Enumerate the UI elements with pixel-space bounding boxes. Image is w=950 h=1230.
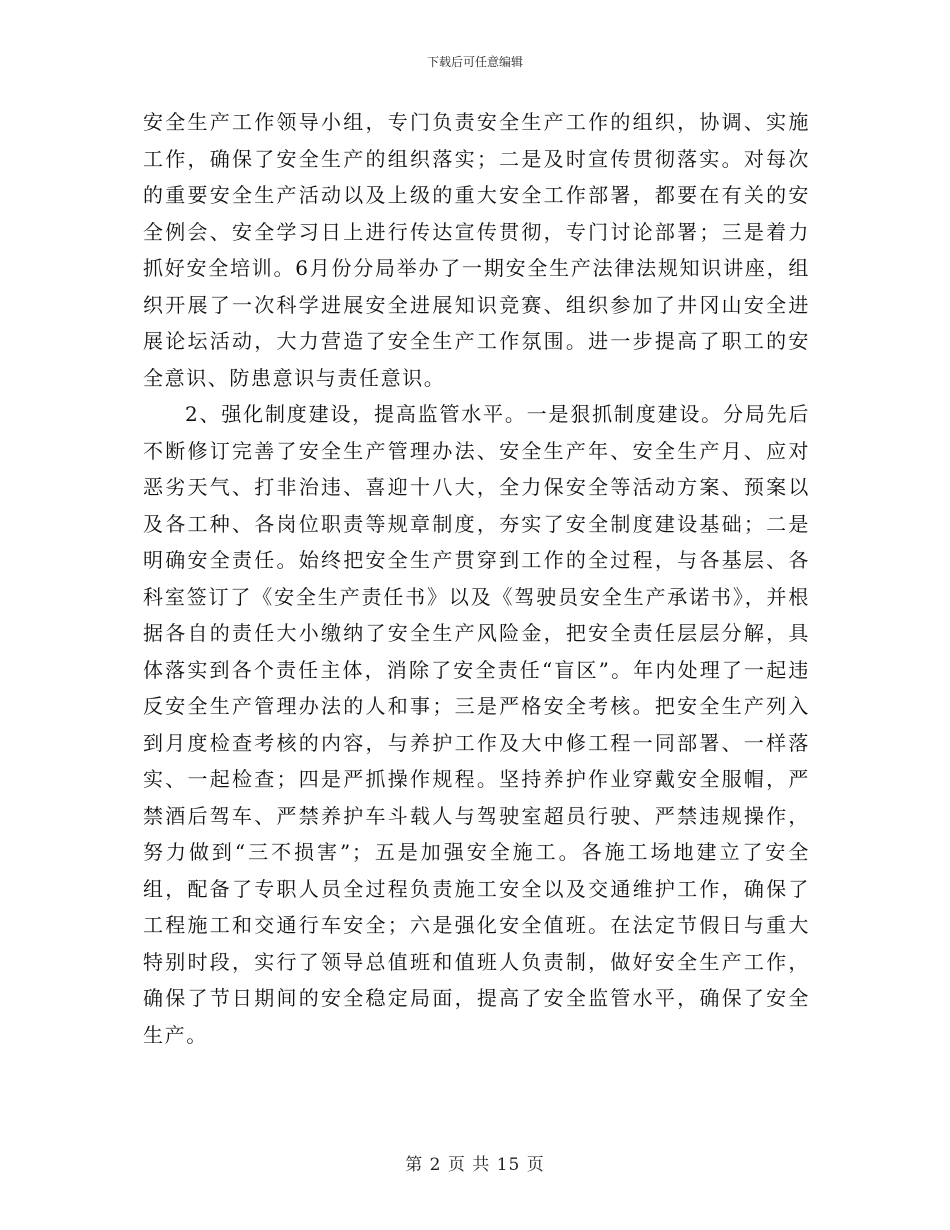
footer-prefix: 第: [405, 1155, 424, 1175]
paragraph-1: 安全生产工作领导小组，专门负责安全生产工作的组织，协调、实施工作，确保了安全生产的组织落实；二是及时宣传贯彻落实。对每次的重要安全生产活动以及上级的重大安全工作部署，都要在有关的安全例会、安全学习日上进行传达宣传贯彻，专门讨论部署；三是着力抓好安全培训。6月份分局举办了一期安全生产法律法规知识讲座，组织开展了一次科学进展安全进展知识竞赛、组织参加了井冈山安全进展论坛活动，大力营造了安全生产工作氛围。进一步提高了职工的安全意识、防患意识与责任意识。: [143, 110, 810, 390]
footer-middle: 页 共: [447, 1155, 491, 1175]
page-header: 下载后可任意编辑: [426, 55, 523, 69]
page-footer: [0, 1155, 950, 1175]
footer-suffix: 页: [526, 1155, 545, 1175]
footer-page-number: 2: [429, 1155, 442, 1175]
footer-total-pages: 15: [496, 1155, 521, 1175]
paragraph-2: 2、强化制度建设，提高监管水平。一是狠抓制度建设。分局先后不断修订完善了安全生产管理办法、安全生产年、安全生产月、应对恶劣天气、打非治违、喜迎十八大，全力保安全等活动方案、预案以及各工种、各岗位职责等规章制度，夯实了安全制度建设基础；二是明确安全责任。始终把安全生产贯穿到工作的全过程，与各基层、各科室签订了《安全生产责任书》以及《驾驶员安全生产承诺书》，并根据各自的责任大小缴纳了安全生产风险金，把安全责任层层分解，具体落实到各个责任主体，消除了安全责任“盲区”。年内处理了一起违反安全生产管理办法的人和事；三是严格安全考核。把安全生产列入到月度检查考核的内容，与养护工作及大中修工程一同部署、一样落实、一起检查；四是严抓操作规程。坚持养护作业穿戴安全服帽，严禁酒后驾车、严禁养护车斗载人与驾驶室超员行驶、严禁违规操作，努力做到“三不损害”；五是加强安全施工。各施工场地建立了安全组，配备了专职人员全过程负责施工安全以及交通维护工作，确保了工程施工和交通行车安全；六是强化安全值班。在法定节假日与重大特别时段，实行了领导总值班和值班人负责制，做好安全生产工作，确保了节日期间的安全稳定局面，提高了安全监管水平，确保了安全生产。: [143, 402, 810, 1047]
document-body: [143, 104, 810, 1053]
